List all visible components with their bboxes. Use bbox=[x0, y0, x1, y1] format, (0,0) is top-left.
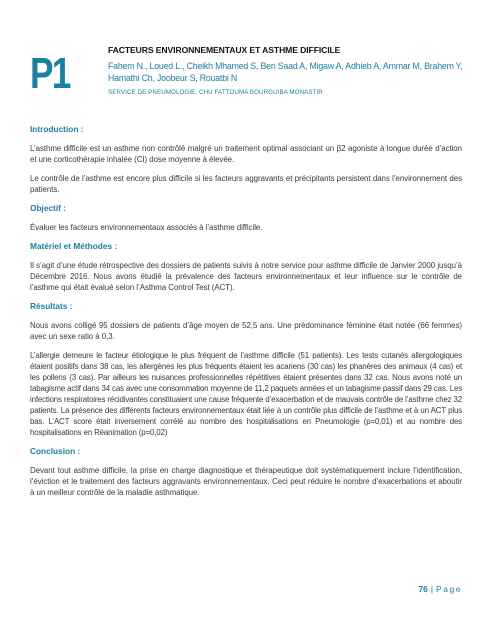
abstract-header bbox=[30, 44, 470, 112]
section-heading-methodes: Matériel et Méthodes : bbox=[30, 241, 118, 251]
section-heading-introduction: Introduction : bbox=[30, 124, 84, 134]
section-heading-resultats: Résultats : bbox=[30, 301, 73, 311]
abstract-title: FACTEURS ENVIRONNEMENTAUX ET ASTHME DIFFICILE bbox=[108, 45, 341, 55]
footer-separator: | bbox=[430, 584, 434, 594]
conclusion-paragraph: Devant tout asthme difficile, la prise en charge diagnostique et thérapeutique doit systématiquement inclure l’identification, l’éviction et le traitement des facteurs aggravants environnementaux. Ceci peut réduire le nombre d’exacerbations et aboutir à un meilleur contrôle de la maladie asthmatique. bbox=[30, 466, 462, 497]
introduction-paragraph-1: L’asthme difficile est un asthme non contrôlé malgré un traitement optimal associant un β2 agoniste à longue durée d’action et une corticothérapie inhalée (CI) dose moyenne à élevée. bbox=[30, 144, 462, 164]
author-list: Fahem N., Loued L., Cheikh Mhamed S, Ben Saad A, Migaw A, Adhieb A, Ammar M, Brahem Y, Hamathi Ch, Joobeur S, Rouatbi N bbox=[108, 61, 463, 83]
poster-code: P1 bbox=[30, 49, 70, 98]
introduction-paragraph-2: Le contrôle de l’asthme est encore plus difficile si les facteurs aggravants et précipitants persistent dans l’environnement des patients. bbox=[30, 174, 462, 194]
page-label: Page bbox=[436, 584, 462, 594]
page-footer bbox=[360, 584, 462, 594]
header-text-block bbox=[108, 44, 470, 97]
abstract-body bbox=[30, 124, 462, 506]
resultats-paragraph-1: Nous avons colligé 95 dossiers de patients d’âge moyen de 52,5 ans. Une prédominance féminine était notée (66 femmes) avec un sexe ratio à 0,3. bbox=[30, 321, 462, 341]
page-number: 76 bbox=[418, 584, 428, 594]
section-heading-conclusion: Conclusion : bbox=[30, 446, 81, 456]
objectif-paragraph: Évaluer les facteurs environnementaux associés à l’asthme difficile. bbox=[30, 223, 263, 232]
methodes-paragraph: Il s’agit d’une étude rétrospective des dossiers de patients suivis à notre service pour asthme difficile de Janvier 2000 jusqu’à Décembre 2016. Nous avons étudié la prévalence des facteurs environnementaux et leur influence sur le contrôle de l’asthme qui était évalué selon l’Asthma Control Test (ACT). bbox=[30, 261, 462, 292]
affiliation: SERVICE DE PNEUMOLOGIE, CHU FATTOUMA BOURGUIBA MONASTIR bbox=[108, 89, 323, 96]
section-heading-objectif: Objectif : bbox=[30, 203, 66, 213]
resultats-paragraph-2: L’allergie demeure le facteur étiologique le plus fréquent de l’asthme difficile (51 patients). Les tests cutanés allergologiques étaient positifs dans 38 cas, les allergènes les plus fréquents étaient les acariens (30 cas) les phanères des animaux (4 cas) et les pollens (3 cas). Par ailleurs les nuisances professionnelles répétitives étaient présentes dans 32 cas. Nous avons noté un tabagisme actif dans 34 cas avec une consommation moyenne de 11,2 paquets années et un tabagisme passif dans 29 cas. Les infections respiratoires récidivantes constituaient une cause fréquente d’exacerbation et de mauvais contrôle de l’asthme chez 32 patients. La présence des différents facteurs environnementaux était liée à un contrôle plus difficile de l’asthme et à un ACT plus bas. L’ACT score était inversement corrélé au nombre des hospitalisations en Pneumologie (p=0,01) et au nombre des hospitalisations en Réanimation (p=0,02) bbox=[30, 351, 462, 437]
